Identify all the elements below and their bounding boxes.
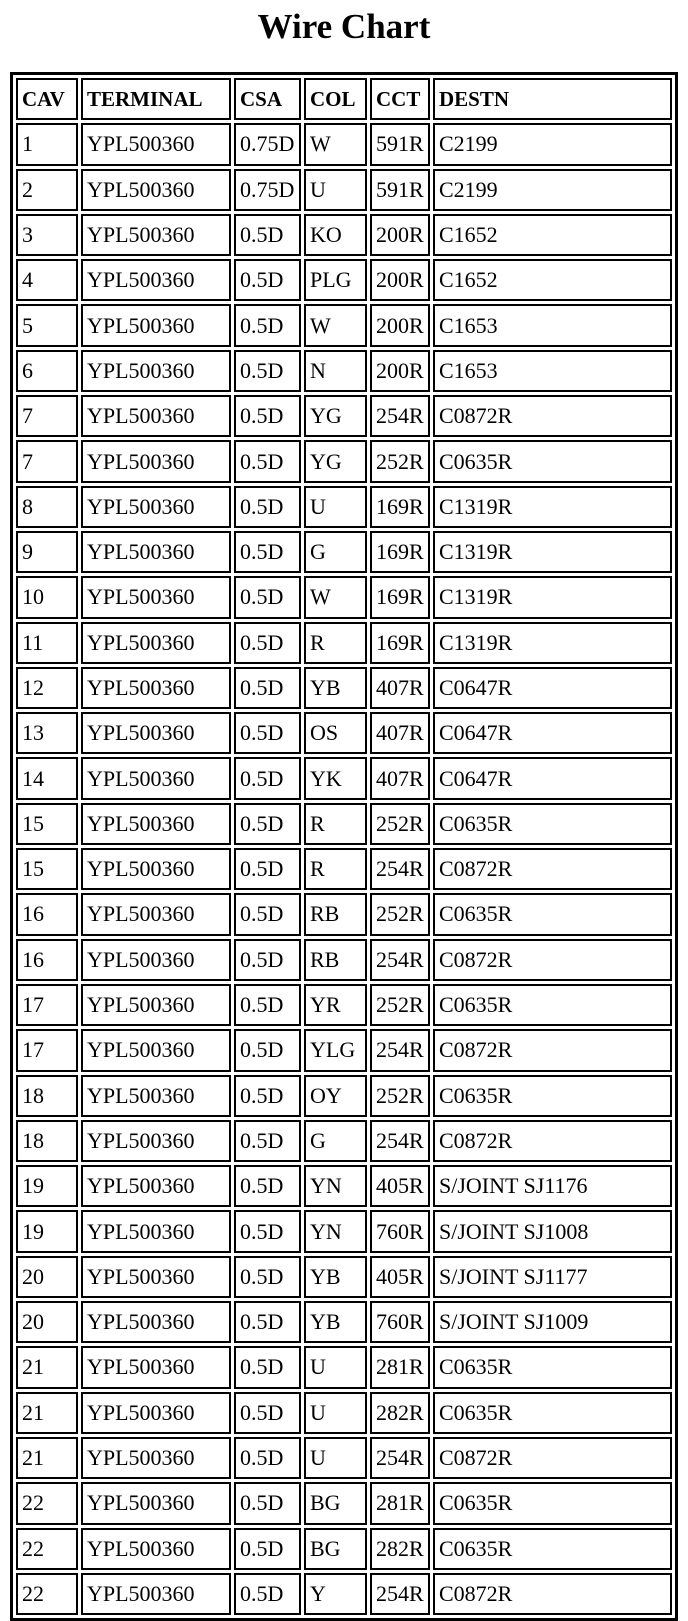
cell-csa: 0.5D xyxy=(234,893,301,935)
cell-col: W xyxy=(304,123,367,165)
cell-destn: C0635R xyxy=(433,1346,672,1388)
cell-col: U xyxy=(304,1437,367,1479)
table-row xyxy=(16,304,672,346)
cell-cct: 252R xyxy=(370,440,430,482)
header-cct: CCT xyxy=(370,78,430,120)
cell-cav: 19 xyxy=(16,1165,78,1207)
cell-col: G xyxy=(304,531,367,573)
table-row xyxy=(16,440,672,482)
cell-csa: 0.75D xyxy=(234,123,301,165)
cell-cct: 407R xyxy=(370,667,430,709)
cell-terminal: YPL500360 xyxy=(81,803,231,845)
cell-destn: C0647R xyxy=(433,712,672,754)
table-row xyxy=(16,1210,672,1252)
cell-cct: 200R xyxy=(370,350,430,392)
cell-destn: C0635R xyxy=(433,984,672,1026)
cell-cct: 254R xyxy=(370,395,430,437)
cell-cav: 22 xyxy=(16,1528,78,1570)
cell-cav: 5 xyxy=(16,304,78,346)
cell-csa: 0.5D xyxy=(234,1482,301,1524)
cell-col: YN xyxy=(304,1165,367,1207)
table-row xyxy=(16,1573,672,1615)
cell-destn: C1319R xyxy=(433,576,672,618)
cell-cav: 16 xyxy=(16,939,78,981)
cell-cav: 14 xyxy=(16,757,78,799)
cell-terminal: YPL500360 xyxy=(81,304,231,346)
cell-cav: 22 xyxy=(16,1482,78,1524)
cell-terminal: YPL500360 xyxy=(81,1301,231,1343)
cell-cav: 16 xyxy=(16,893,78,935)
cell-cct: 281R xyxy=(370,1482,430,1524)
cell-terminal: YPL500360 xyxy=(81,893,231,935)
cell-col: W xyxy=(304,576,367,618)
cell-csa: 0.5D xyxy=(234,395,301,437)
cell-cct: 252R xyxy=(370,984,430,1026)
table-row xyxy=(16,1437,672,1479)
cell-csa: 0.5D xyxy=(234,214,301,256)
table-row xyxy=(16,531,672,573)
cell-terminal: YPL500360 xyxy=(81,1392,231,1434)
cell-csa: 0.5D xyxy=(234,440,301,482)
cell-cav: 20 xyxy=(16,1256,78,1298)
cell-cav: 21 xyxy=(16,1437,78,1479)
table-row xyxy=(16,169,672,211)
table-row xyxy=(16,123,672,165)
table-row xyxy=(16,1301,672,1343)
cell-csa: 0.5D xyxy=(234,1075,301,1117)
cell-destn: C1319R xyxy=(433,531,672,573)
cell-col: R xyxy=(304,848,367,890)
cell-terminal: YPL500360 xyxy=(81,486,231,528)
cell-destn: C1652 xyxy=(433,259,672,301)
cell-cct: 169R xyxy=(370,576,430,618)
cell-csa: 0.5D xyxy=(234,1029,301,1071)
header-destn: DESTN xyxy=(433,78,672,120)
cell-col: YB xyxy=(304,667,367,709)
cell-col: U xyxy=(304,1346,367,1388)
cell-col: U xyxy=(304,169,367,211)
table-row xyxy=(16,757,672,799)
cell-terminal: YPL500360 xyxy=(81,531,231,573)
cell-destn: C1653 xyxy=(433,304,672,346)
cell-destn: S/JOINT SJ1008 xyxy=(433,1210,672,1252)
cell-csa: 0.5D xyxy=(234,1301,301,1343)
cell-cav: 10 xyxy=(16,576,78,618)
cell-terminal: YPL500360 xyxy=(81,1120,231,1162)
cell-col: YB xyxy=(304,1256,367,1298)
cell-destn: C0635R xyxy=(433,1528,672,1570)
cell-cav: 20 xyxy=(16,1301,78,1343)
cell-csa: 0.5D xyxy=(234,1165,301,1207)
cell-destn: C1653 xyxy=(433,350,672,392)
cell-csa: 0.5D xyxy=(234,259,301,301)
cell-destn: C1319R xyxy=(433,486,672,528)
cell-cct: 254R xyxy=(370,939,430,981)
cell-csa: 0.75D xyxy=(234,169,301,211)
cell-csa: 0.5D xyxy=(234,712,301,754)
cell-cct: 254R xyxy=(370,1573,430,1615)
cell-csa: 0.5D xyxy=(234,1437,301,1479)
cell-csa: 0.5D xyxy=(234,531,301,573)
table-row xyxy=(16,1120,672,1162)
cell-csa: 0.5D xyxy=(234,667,301,709)
cell-terminal: YPL500360 xyxy=(81,123,231,165)
cell-cct: 252R xyxy=(370,893,430,935)
cell-terminal: YPL500360 xyxy=(81,259,231,301)
wire-chart-table-container xyxy=(10,72,678,1621)
header-terminal: TERMINAL xyxy=(81,78,231,120)
cell-cav: 11 xyxy=(16,622,78,664)
cell-csa: 0.5D xyxy=(234,1392,301,1434)
cell-col: PLG xyxy=(304,259,367,301)
cell-terminal: YPL500360 xyxy=(81,667,231,709)
cell-cav: 17 xyxy=(16,984,78,1026)
cell-destn: C0872R xyxy=(433,1029,672,1071)
cell-csa: 0.5D xyxy=(234,984,301,1026)
cell-col: KO xyxy=(304,214,367,256)
header-col: COL xyxy=(304,78,367,120)
cell-csa: 0.5D xyxy=(234,1346,301,1388)
cell-cav: 18 xyxy=(16,1120,78,1162)
cell-csa: 0.5D xyxy=(234,848,301,890)
cell-col: G xyxy=(304,1120,367,1162)
cell-cct: 169R xyxy=(370,486,430,528)
cell-csa: 0.5D xyxy=(234,1120,301,1162)
cell-destn: C0647R xyxy=(433,757,672,799)
table-row xyxy=(16,1346,672,1388)
cell-destn: C0635R xyxy=(433,803,672,845)
cell-cav: 6 xyxy=(16,350,78,392)
cell-csa: 0.5D xyxy=(234,803,301,845)
cell-destn: C0635R xyxy=(433,1075,672,1117)
cell-cav: 4 xyxy=(16,259,78,301)
cell-csa: 0.5D xyxy=(234,1528,301,1570)
cell-destn: C0872R xyxy=(433,939,672,981)
cell-col: YG xyxy=(304,395,367,437)
cell-terminal: YPL500360 xyxy=(81,214,231,256)
table-row xyxy=(16,1029,672,1071)
cell-csa: 0.5D xyxy=(234,304,301,346)
cell-col: YG xyxy=(304,440,367,482)
cell-csa: 0.5D xyxy=(234,939,301,981)
table-row xyxy=(16,1482,672,1524)
table-row xyxy=(16,939,672,981)
cell-destn: S/JOINT SJ1176 xyxy=(433,1165,672,1207)
cell-csa: 0.5D xyxy=(234,576,301,618)
cell-cav: 7 xyxy=(16,440,78,482)
cell-col: OS xyxy=(304,712,367,754)
cell-col: YB xyxy=(304,1301,367,1343)
cell-cct: 200R xyxy=(370,214,430,256)
cell-terminal: YPL500360 xyxy=(81,712,231,754)
cell-csa: 0.5D xyxy=(234,1210,301,1252)
cell-cav: 21 xyxy=(16,1392,78,1434)
cell-cav: 3 xyxy=(16,214,78,256)
cell-cct: 591R xyxy=(370,123,430,165)
cell-destn: S/JOINT SJ1177 xyxy=(433,1256,672,1298)
table-header-row xyxy=(16,78,672,120)
cell-col: YN xyxy=(304,1210,367,1252)
table-row xyxy=(16,1528,672,1570)
cell-cct: 254R xyxy=(370,1029,430,1071)
cell-cct: 760R xyxy=(370,1210,430,1252)
cell-cav: 18 xyxy=(16,1075,78,1117)
table-row xyxy=(16,1256,672,1298)
table-row xyxy=(16,350,672,392)
cell-terminal: YPL500360 xyxy=(81,1075,231,1117)
cell-terminal: YPL500360 xyxy=(81,848,231,890)
cell-destn: C0872R xyxy=(433,1573,672,1615)
cell-destn: C1652 xyxy=(433,214,672,256)
cell-destn: C0635R xyxy=(433,893,672,935)
table-row xyxy=(16,848,672,890)
cell-cav: 7 xyxy=(16,395,78,437)
cell-cct: 200R xyxy=(370,304,430,346)
cell-cct: 252R xyxy=(370,1075,430,1117)
cell-col: YLG xyxy=(304,1029,367,1071)
cell-csa: 0.5D xyxy=(234,350,301,392)
cell-terminal: YPL500360 xyxy=(81,984,231,1026)
cell-cav: 9 xyxy=(16,531,78,573)
cell-col: RB xyxy=(304,939,367,981)
header-cav: CAV xyxy=(16,78,78,120)
cell-destn: S/JOINT SJ1009 xyxy=(433,1301,672,1343)
cell-cct: 407R xyxy=(370,757,430,799)
cell-col: Y xyxy=(304,1573,367,1615)
cell-terminal: YPL500360 xyxy=(81,576,231,618)
cell-terminal: YPL500360 xyxy=(81,169,231,211)
cell-col: R xyxy=(304,803,367,845)
cell-col: YR xyxy=(304,984,367,1026)
cell-destn: C0635R xyxy=(433,440,672,482)
wire-chart-table xyxy=(10,72,678,1621)
cell-cct: 169R xyxy=(370,531,430,573)
table-row xyxy=(16,576,672,618)
cell-col: YK xyxy=(304,757,367,799)
cell-destn: C1319R xyxy=(433,622,672,664)
cell-cct: 282R xyxy=(370,1392,430,1434)
cell-destn: C0872R xyxy=(433,848,672,890)
cell-cav: 17 xyxy=(16,1029,78,1071)
cell-terminal: YPL500360 xyxy=(81,350,231,392)
cell-cct: 591R xyxy=(370,169,430,211)
cell-cct: 169R xyxy=(370,622,430,664)
cell-cav: 15 xyxy=(16,803,78,845)
cell-cav: 22 xyxy=(16,1573,78,1615)
cell-col: U xyxy=(304,486,367,528)
cell-destn: C0872R xyxy=(433,1120,672,1162)
cell-cct: 407R xyxy=(370,712,430,754)
cell-terminal: YPL500360 xyxy=(81,1210,231,1252)
cell-terminal: YPL500360 xyxy=(81,1346,231,1388)
cell-terminal: YPL500360 xyxy=(81,757,231,799)
cell-col: RB xyxy=(304,893,367,935)
cell-cct: 760R xyxy=(370,1301,430,1343)
cell-terminal: YPL500360 xyxy=(81,622,231,664)
cell-destn: C0872R xyxy=(433,395,672,437)
cell-destn: C0872R xyxy=(433,1437,672,1479)
cell-csa: 0.5D xyxy=(234,486,301,528)
cell-col: BG xyxy=(304,1482,367,1524)
cell-cav: 12 xyxy=(16,667,78,709)
cell-cav: 8 xyxy=(16,486,78,528)
cell-terminal: YPL500360 xyxy=(81,1482,231,1524)
page-title: Wire Chart xyxy=(257,7,431,46)
cell-destn: C0647R xyxy=(433,667,672,709)
cell-col: OY xyxy=(304,1075,367,1117)
table-row xyxy=(16,803,672,845)
cell-cav: 1 xyxy=(16,123,78,165)
table-row xyxy=(16,893,672,935)
cell-col: BG xyxy=(304,1528,367,1570)
cell-csa: 0.5D xyxy=(234,757,301,799)
cell-csa: 0.5D xyxy=(234,1573,301,1615)
table-row xyxy=(16,984,672,1026)
cell-cct: 405R xyxy=(370,1256,430,1298)
cell-terminal: YPL500360 xyxy=(81,1165,231,1207)
table-row xyxy=(16,214,672,256)
cell-destn: C2199 xyxy=(433,123,672,165)
cell-destn: C0635R xyxy=(433,1392,672,1434)
cell-terminal: YPL500360 xyxy=(81,1437,231,1479)
cell-terminal: YPL500360 xyxy=(81,1029,231,1071)
cell-terminal: YPL500360 xyxy=(81,939,231,981)
cell-cct: 405R xyxy=(370,1165,430,1207)
table-row xyxy=(16,259,672,301)
cell-col: N xyxy=(304,350,367,392)
cell-cct: 281R xyxy=(370,1346,430,1388)
cell-destn: C2199 xyxy=(433,169,672,211)
cell-col: W xyxy=(304,304,367,346)
table-row xyxy=(16,712,672,754)
cell-col: U xyxy=(304,1392,367,1434)
cell-cav: 2 xyxy=(16,169,78,211)
table-row xyxy=(16,1165,672,1207)
cell-col: R xyxy=(304,622,367,664)
table-row xyxy=(16,1075,672,1117)
cell-terminal: YPL500360 xyxy=(81,1528,231,1570)
cell-csa: 0.5D xyxy=(234,1256,301,1298)
table-row xyxy=(16,486,672,528)
table-row xyxy=(16,395,672,437)
cell-cav: 19 xyxy=(16,1210,78,1252)
cell-cct: 254R xyxy=(370,1437,430,1479)
cell-cct: 282R xyxy=(370,1528,430,1570)
table-row xyxy=(16,667,672,709)
cell-cct: 252R xyxy=(370,803,430,845)
table-row xyxy=(16,1392,672,1434)
cell-destn: C0635R xyxy=(433,1482,672,1524)
header-csa: CSA xyxy=(234,78,301,120)
cell-cct: 254R xyxy=(370,848,430,890)
cell-cav: 15 xyxy=(16,848,78,890)
cell-cct: 200R xyxy=(370,259,430,301)
table-row xyxy=(16,622,672,664)
cell-cav: 13 xyxy=(16,712,78,754)
cell-csa: 0.5D xyxy=(234,622,301,664)
cell-cav: 21 xyxy=(16,1346,78,1388)
cell-terminal: YPL500360 xyxy=(81,395,231,437)
cell-terminal: YPL500360 xyxy=(81,1256,231,1298)
cell-terminal: YPL500360 xyxy=(81,1573,231,1615)
cell-cct: 254R xyxy=(370,1120,430,1162)
cell-terminal: YPL500360 xyxy=(81,440,231,482)
